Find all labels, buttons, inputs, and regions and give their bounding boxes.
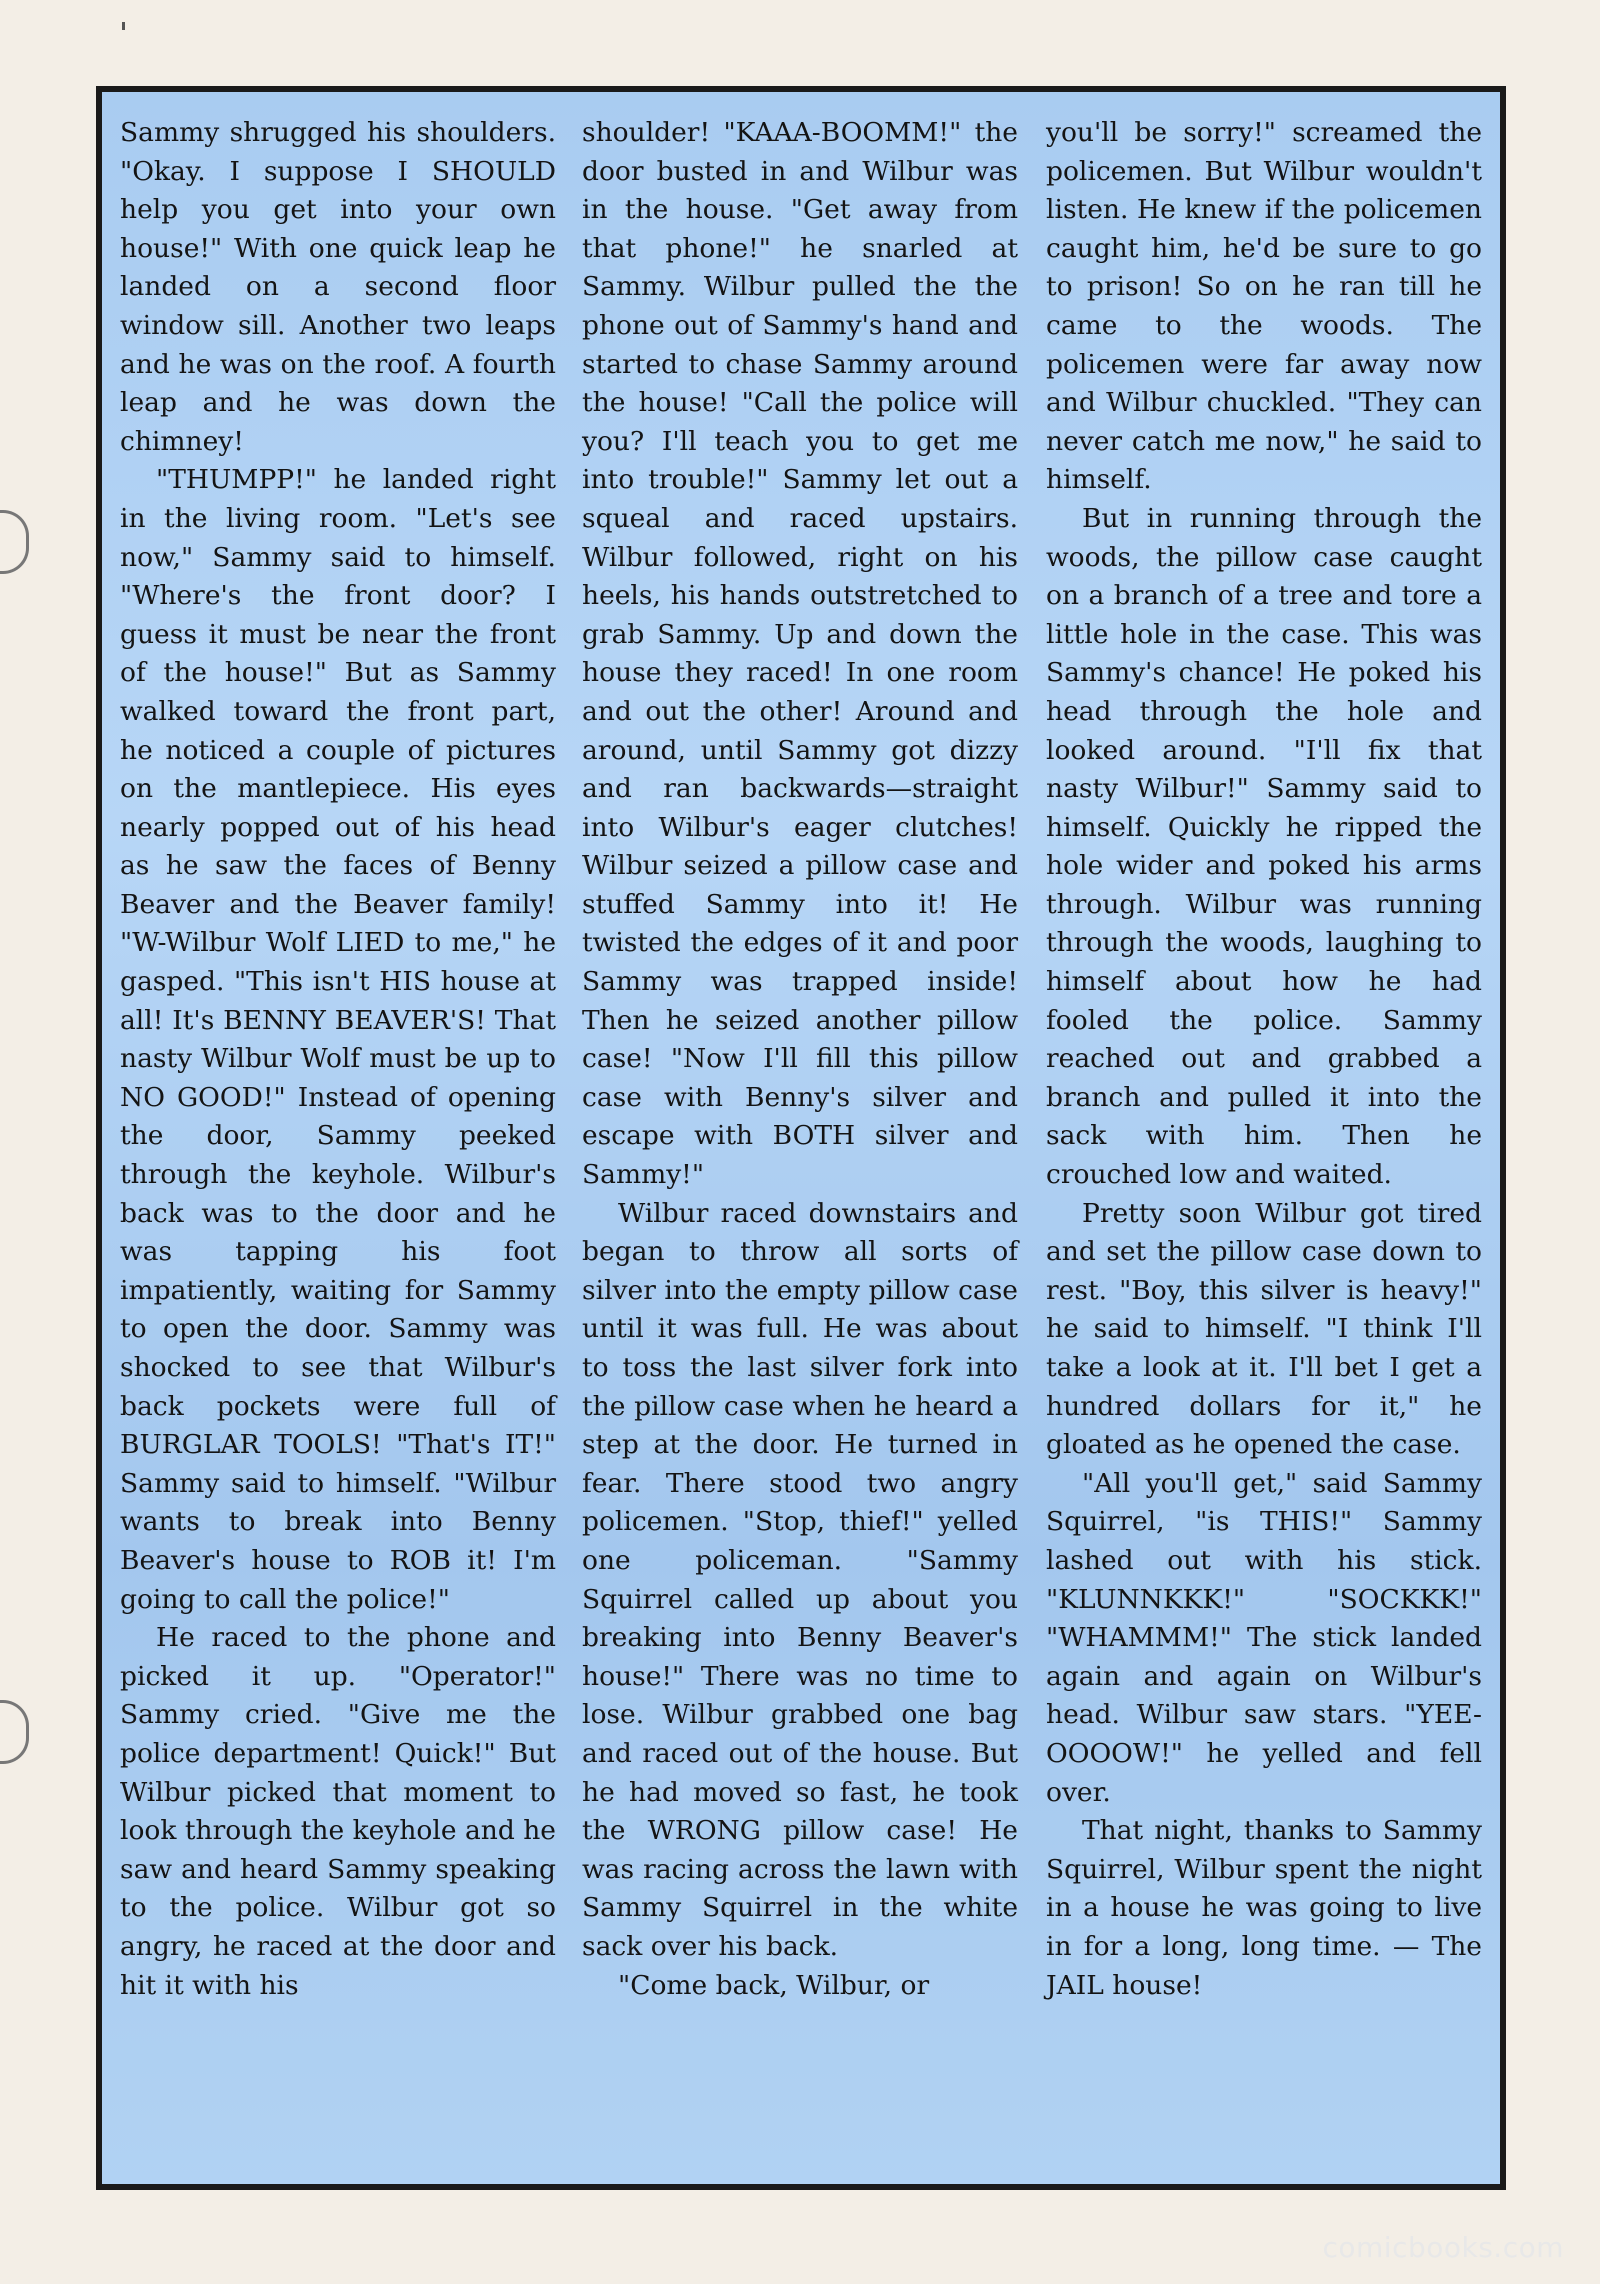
text-column-2: [582, 114, 1018, 2005]
paragraph: "Come back, Wilbur, or: [618, 1969, 930, 2001]
paragraph: Wilbur raced downstairs and began to throw all sorts of silver into the empty pillow case until it was full. He was about to toss the last silver fork into the pillow case when he heard a step at the door. He turned in fear. There stood two angry policemen. "Stop, thief!" yelled one policeman. "Sammy Squirrel called up about you breaking into Benny Beaver's house!" There was no time to lose. Wilbur grabbed one bag and raced out of the house. But he had moved so fast, he took the WRONG pillow case! He was racing across the lawn with Sammy Squirrel in the white sack over his back.: [582, 1197, 1018, 1962]
text-panel: [96, 86, 1506, 2190]
paragraph: you'll be sorry!" screamed the policemen. But Wilbur wouldn't listen. He knew if the policemen caught him, he'd be sure to go to prison! So on he ran till he came to the woods. The policemen were far away now and Wilbur chuckled. "They can never catch me now," he said to himself.: [1046, 117, 1482, 496]
page-mark: [122, 22, 125, 30]
staple-top: [0, 510, 29, 574]
staple-bottom: [0, 1700, 29, 1764]
paragraph: But in running through the woods, the pillow case caught on a branch of a tree and tore a little hole in the case. This was Sammy's chance! He poked his head through the hole and looked around. "I'll fix that nasty Wilbur!" Sammy said to himself. Quickly he ripped the hole wider and poked his arms through. Wilbur was running through the woods, laughing to himself about how he had fooled the police. Sammy reached out and grabbed a branch and pulled it into the sack with him. Then he crouched low and waited.: [1046, 502, 1482, 1191]
paragraph: That night, thanks to Sammy Squirrel, Wilbur spent the night in a house he was going to live in for a long, long time. — The JAIL house!: [1046, 1815, 1482, 2001]
watermark: comicbooks.com: [1322, 2231, 1564, 2264]
paragraph: shoulder! "KAAA-BOOMM!" the door busted in and Wilbur was in the house. "Get away from that phone!" he snarled at Sammy. Wilbur pulled the the phone out of Sammy's hand and started to chase Sammy around the house! "Call the police will you? I'll teach you to get me into trouble!" Sammy let out a squeal and raced upstairs. Wilbur followed, right on his heels, his hands outstretched to grab Sammy. Up and down the house they raced! In one room and out the other! Around and around, until Sammy got dizzy and ran backwards—straight into Wilbur's eager clutches! Wilbur seized a pillow case and stuffed Sammy into it! He twisted the edges of it and poor Sammy was trapped inside! Then he seized another pillow case! "Now I'll fill this pillow case with Benny's silver and escape with BOTH silver and Sammy!": [582, 117, 1018, 1191]
paragraph: Pretty soon Wilbur got tired and set the pillow case down to rest. "Boy, this silver is heavy!" he said to himself. "I think I'll take a look at it. I'll bet I get a hundred dollars for it," he gloated as he opened the case.: [1046, 1197, 1482, 1461]
paragraph: He raced to the phone and picked it up. "Operator!" Sammy cried. "Give me the police department! Quick!" But Wilbur picked that moment to look through the keyhole and he saw and heard Sammy speaking to the police. Wilbur got so angry, he raced at the door and hit it with his: [120, 1622, 556, 2001]
text-column-1: [120, 114, 556, 2005]
paragraph: "All you'll get," said Sammy Squirrel, "is THIS!" Sammy lashed out with his stick. "KLUNNKKK!" "SOCKKK!" "WHAMMM!" The stick landed again and again on Wilbur's head. Wilbur saw stars. "YEE-OOOOW!" he yelled and fell over.: [1046, 1467, 1482, 1808]
paragraph: Sammy shrugged his shoulders. "Okay. I suppose I SHOULD help you get into your own house!" With one quick leap he landed on a second floor window sill. Another two leaps and he was on the roof. A fourth leap and he was down the chimney!: [120, 117, 556, 457]
paragraph: "THUMPP!" he landed right in the living room. "Let's see now," Sammy said to himself. "Where's the front door? I guess it must be near the front of the house!" But as Sammy walked toward the front part, he noticed a couple of pictures on the mantlepiece. His eyes nearly popped out of his head as he saw the faces of Benny Beaver and the Beaver family! "W-Wilbur Wolf LIED to me," he gasped. "This isn't HIS house at all! It's BENNY BEAVER'S! That nasty Wilbur Wolf must be up to NO GOOD!" Instead of opening the door, Sammy peeked through the keyhole. Wilbur's back was to the door and he was tapping his foot impatiently, waiting for Sammy to open the door. Sammy was shocked to see that Wilbur's back pockets were full of BURGLAR TOOLS! "That's IT!" Sammy said to himself. "Wilbur wants to break into Benny Beaver's house to ROB it! I'm going to call the police!": [120, 464, 556, 1615]
text-column-3: [1046, 114, 1482, 2005]
